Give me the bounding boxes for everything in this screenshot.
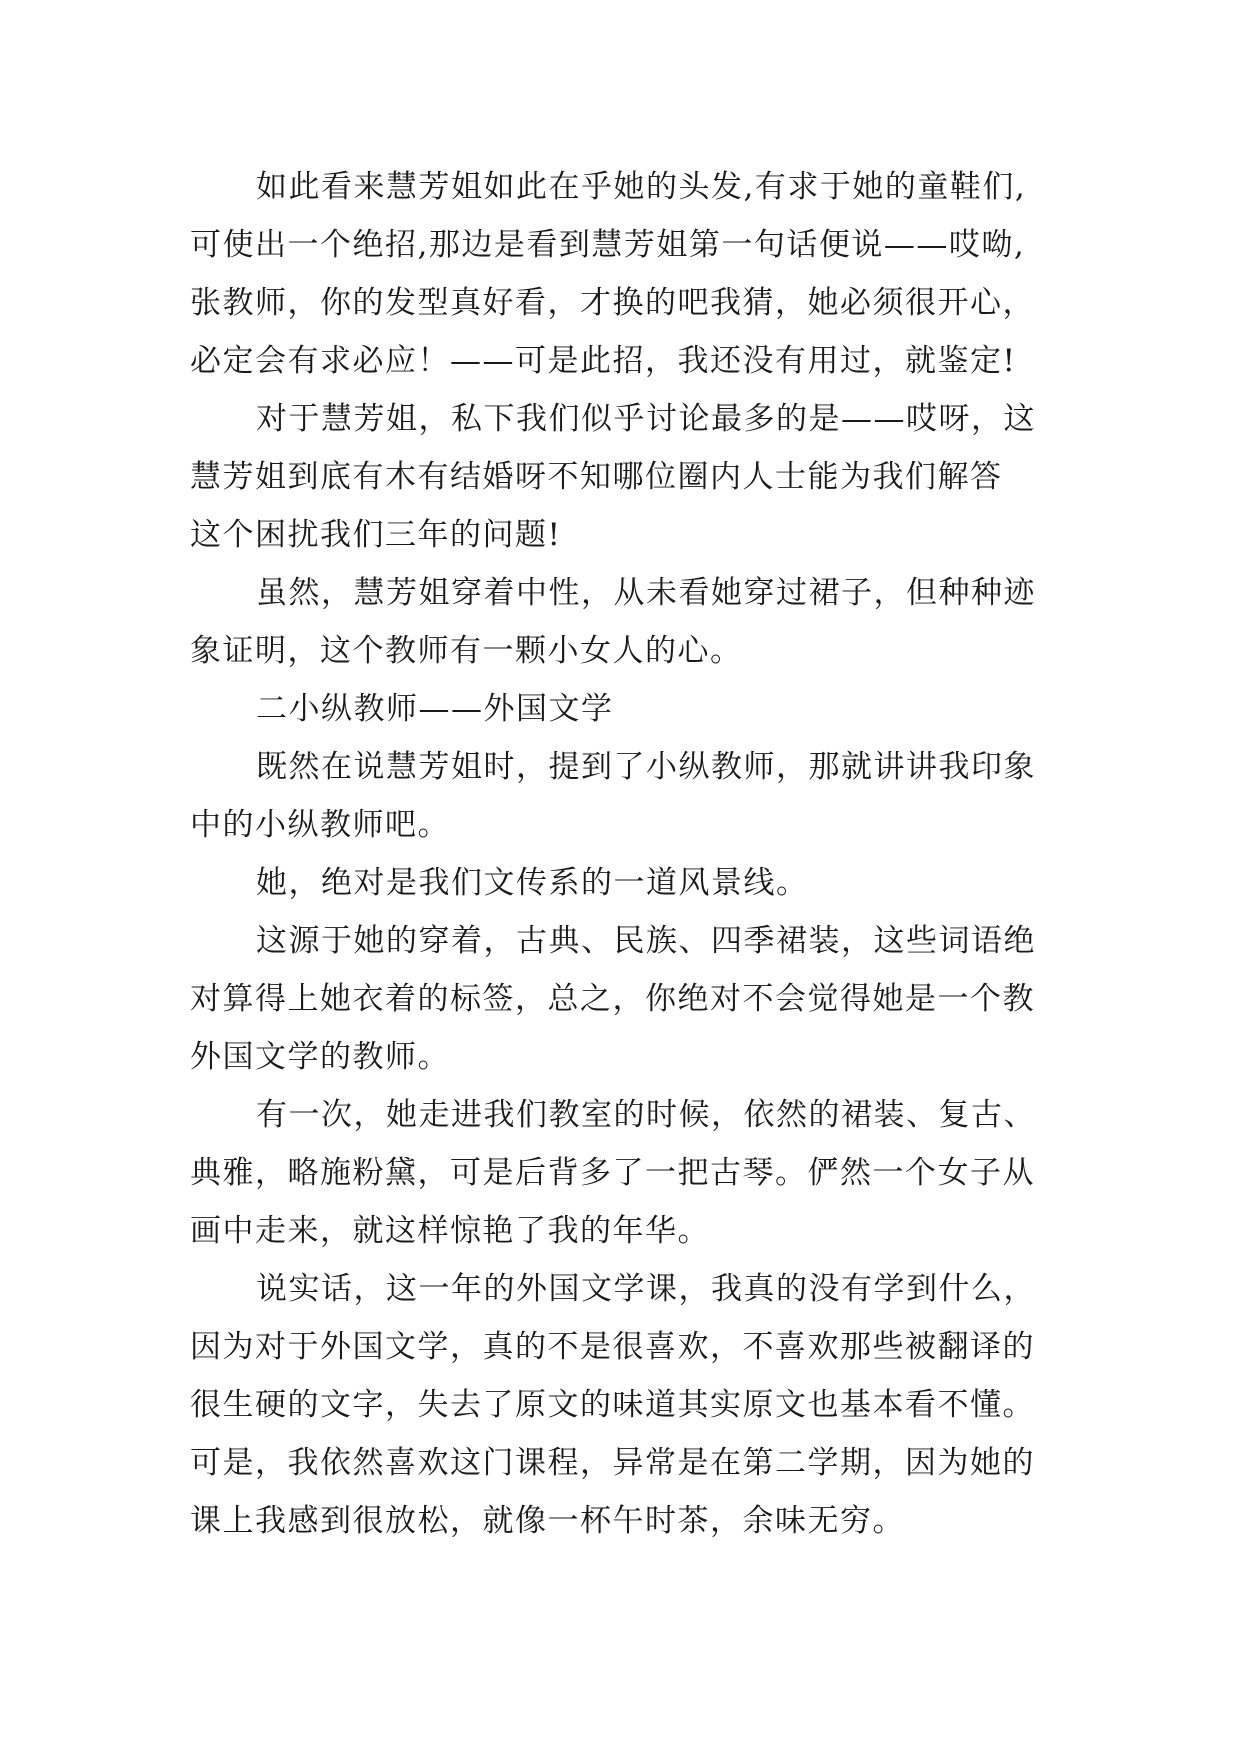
paragraph <box>190 680 1090 738</box>
paragraph-line: 中的小纵教师吧。 <box>190 807 450 843</box>
paragraph-first-line: 她，绝对是我们文传系的一道风景线。 <box>256 865 809 901</box>
paragraph-first-line: 虽然，慧芳姐穿着中性，从未看她穿过裙子，但种种迹 <box>256 575 1036 611</box>
paragraph-line: 外国文学的教师。 <box>190 1039 450 1075</box>
paragraph-line: 张教师，你的发型真好看，才换的吧我猜，她必须很开心， <box>190 285 1035 321</box>
paragraph-line: 象证明，这个教师有一颗小女人的心。 <box>190 633 743 669</box>
paragraph-line: 对算得上她衣着的标签，总之，你绝对不会觉得她是一个教 <box>190 981 1035 1017</box>
paragraph-line: 可使出一个绝招,那边是看到慧芳姐第一句话便说——哎呦, <box>190 227 1026 263</box>
paragraph <box>190 912 1090 1086</box>
paragraph-first-line: 这源于她的穿着，古典、民族、四季裙装，这些词语绝 <box>256 923 1036 959</box>
paragraph-line: 这个困扰我们三年的问题! <box>190 517 562 553</box>
paragraph <box>190 854 1090 912</box>
paragraph-first-line: 如此看来慧芳姐如此在乎她的头发,有求于她的童鞋们, <box>256 169 1027 205</box>
paragraph-first-line: 对于慧芳姐，私下我们似乎讨论最多的是——哎呀，这 <box>256 401 1036 437</box>
paragraph-line: 典雅，略施粉黛，可是后背多了一把古琴。俨然一个女子从 <box>190 1155 1035 1191</box>
document-body <box>190 158 1090 1550</box>
paragraph-first-line: 说实话，这一年的外国文学课，我真的没有学到什么， <box>256 1271 1036 1307</box>
paragraph-line: 必定会有求必应！——可是此招，我还没有用过，就鉴定! <box>190 343 1017 379</box>
paragraph <box>190 564 1090 680</box>
paragraph <box>190 390 1090 564</box>
paragraph <box>190 158 1090 390</box>
paragraph-line: 课上我感到很放松，就像一杯午时茶，余味无穷。 <box>190 1503 905 1539</box>
paragraph-first-line: 二小纵教师——外国文学 <box>256 691 614 727</box>
paragraph-first-line: 既然在说慧芳姐时，提到了小纵教师，那就讲讲我印象 <box>256 749 1036 785</box>
paragraph-line: 可是，我依然喜欢这门课程，异常是在第二学期，因为她的 <box>190 1445 1035 1481</box>
paragraph-line: 很生硬的文字，失去了原文的味道其实原文也基本看不懂。 <box>190 1387 1035 1423</box>
paragraph-line: 画中走来，就这样惊艳了我的年华。 <box>190 1213 710 1249</box>
paragraph <box>190 1260 1090 1550</box>
paragraph-first-line: 有一次，她走进我们教室的时候，依然的裙装、复古、 <box>256 1097 1036 1133</box>
paragraph-line: 因为对于外国文学，真的不是很喜欢，不喜欢那些被翻译的 <box>190 1329 1035 1365</box>
paragraph-line: 慧芳姐到底有木有结婚呀不知哪位圈内人士能为我们解答 <box>190 459 1003 495</box>
paragraph <box>190 738 1090 854</box>
paragraph <box>190 1086 1090 1260</box>
